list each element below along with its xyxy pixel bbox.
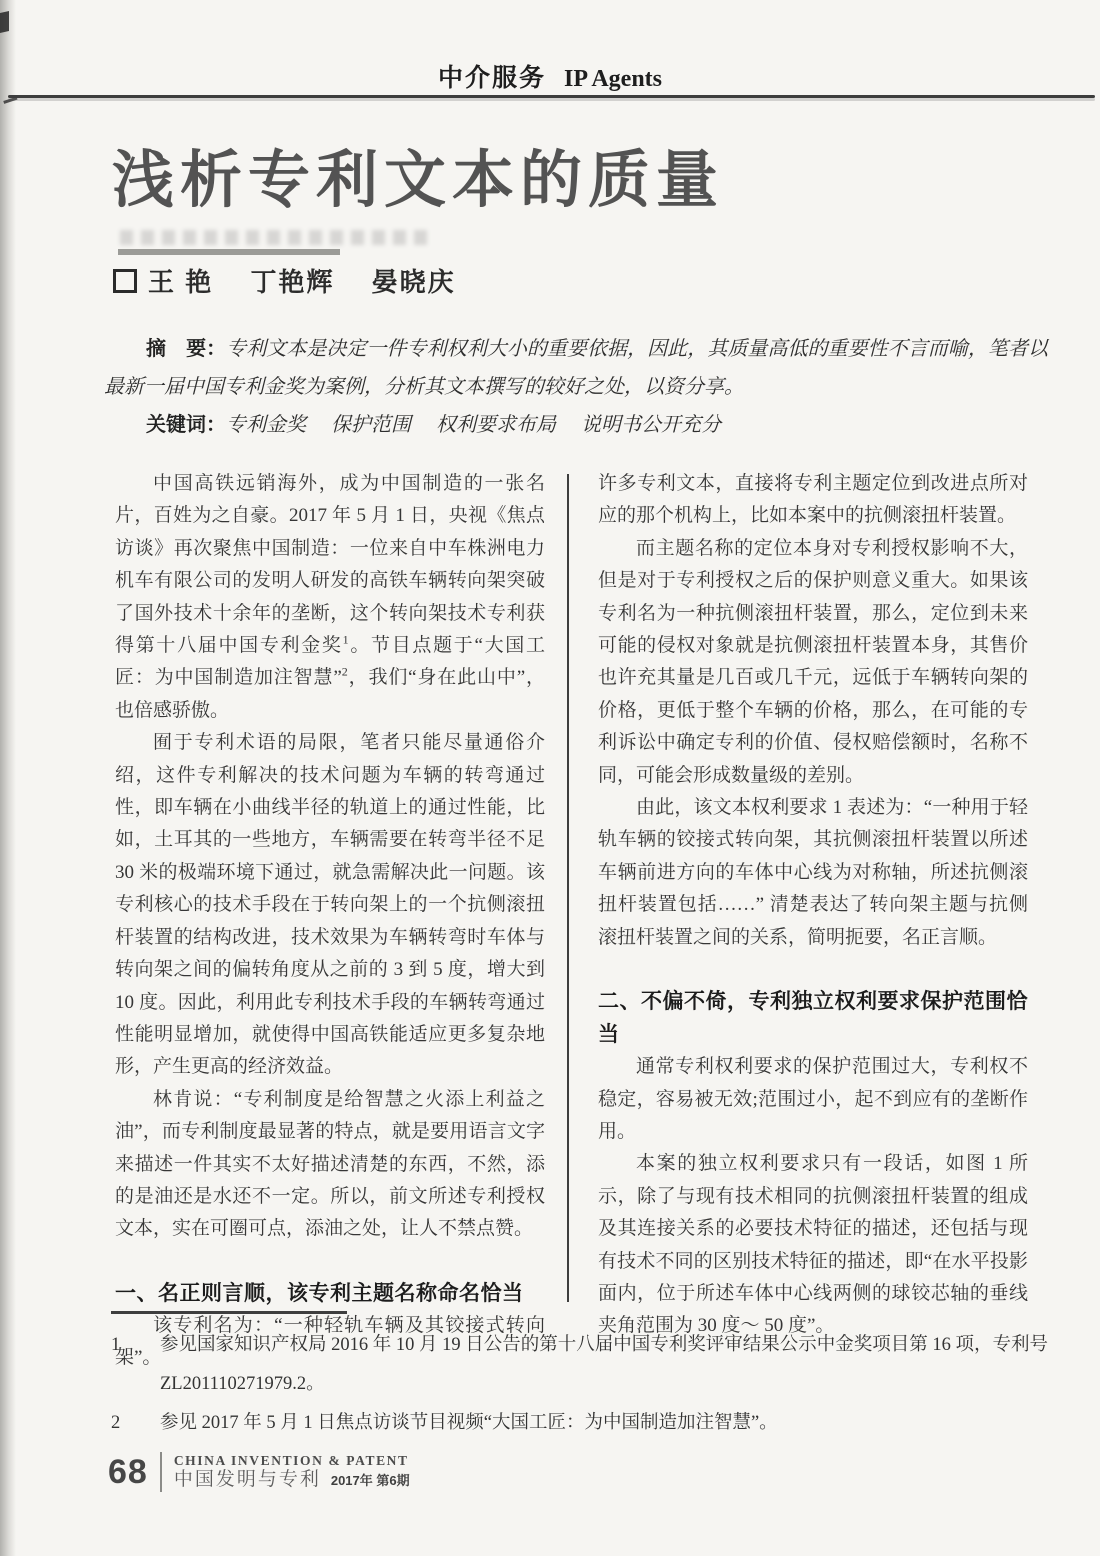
- page-header: [0, 58, 1100, 94]
- scan-edge-artifact: [0, 0, 16, 1556]
- author-marker-icon: [113, 269, 137, 293]
- keywords-text: 专利金奖 保护范围 权利要求布局 说明书公开充分: [226, 414, 721, 436]
- footnote-rule: [111, 1311, 347, 1314]
- paragraph: 许多专利文本，直接将专利主题定位到改进点所对应的那个机构上，比如本案中的抗侧滚扭杆装置。: [598, 473, 1028, 527]
- footnote-text: 参见 2017 年 5 月 1 日焦点访谈节目视频“大国工匠：为中国制造加注智慧”。: [160, 1413, 778, 1433]
- body-column-right: [598, 468, 1028, 1343]
- section-name-cn: 中介服务: [437, 64, 546, 92]
- keywords-label: 关键词：: [146, 414, 226, 436]
- paragraph: 囿于专利术语的局限，笔者只能尽量通俗介绍，这件专利解决的技术问题为车辆的转弯通过性，即车辆在小曲线半径的轨道上的通过性能，比如，土耳其的一些地方，车辆需要在转弯半径不足 30 米的极端环境下通过，就急需解决此一问题。该专利核心的技术手段在于转向架上的一个抗侧滚扭杆装置的结构改进，技术效果为车辆转弯时车体与转向架之间的偏转角度从之前的 3 到 5 度，增大到 10 度。因此，利用此专利技术手段的车辆转弯通过性能明显增加，就使得中国高铁能适应更多复杂地形，产生更高的经济效益。: [115, 732, 545, 1078]
- journal-name-cn: 中国发明与专利: [173, 1468, 321, 1490]
- column-divider: [567, 474, 569, 1302]
- footnote-ref-1: 1: [342, 632, 349, 647]
- paragraph-text: ，我们“身在此山中”，也倍感骄傲。: [115, 667, 545, 721]
- abstract-block: [104, 330, 1048, 444]
- print-bleed-ghost: [120, 230, 430, 245]
- paragraph: [115, 468, 545, 727]
- paragraph: 林肯说：“专利制度是给智慧之火添上利益之油”，而专利制度最显著的特点，就是要用语言文字来描述一件其实不太好描述清楚的东西，不然，添的是油还是水还不一定。所以，前文所述专利授权文本，实在可圈可点，添油之处，让人不禁点赞。: [115, 1088, 545, 1240]
- footnote-number: 2: [111, 1413, 121, 1433]
- footnote-2: [111, 1404, 1053, 1443]
- paragraph: 由此，该文本权利要求 1 表述为：“一种用于轻轨车辆的铰接式转向架，其抗侧滚扭杆装置以所述车辆前进方向的车体中心线为对称轴，所述抗侧滚扭杆装置包括……” 清楚表达了转向架主题与抗侧滚扭杆装置之间的关系，简明扼要，名正言顺。: [598, 797, 1028, 948]
- section-name-en: IP Agents: [564, 66, 663, 92]
- footnote-text-line: 参见国家知识产权局 2016 年 10 月 19 日公告的第十八届中国专利奖评审结果公示中金奖项目第 16 项，专利号: [160, 1335, 1049, 1355]
- header-rule: [8, 95, 1095, 98]
- footnote-number: 1: [111, 1335, 121, 1355]
- footnote-1: [111, 1326, 1053, 1404]
- paragraph: 本案的独立权利要求只有一段话，如图 1 所示，除了与现有技术相同的抗侧滚扭杆装置的组成及其连接关系的必要技术特征的描述，还包括与现有技术不同的区别技术特征的描述，即“在水平投影面内，位于所述车体中心线两侧的球铰芯轴的垂线夹角范围为 30 度～ 50 度”。: [598, 1153, 1028, 1337]
- footer-divider-bar: [160, 1452, 162, 1492]
- author-divider-bar: [118, 249, 340, 255]
- section-heading-2: 二、不偏不倚，专利独立权利要求保护范围恰当: [598, 990, 1028, 1047]
- page-number: 68: [108, 1452, 148, 1491]
- abstract-label: 摘 要：: [146, 338, 227, 360]
- journal-name-en: CHINA INVENTION & PATENT: [173, 1453, 409, 1469]
- section-heading-1: 一、名正则言顺，该专利主题名称命名恰当: [115, 1281, 524, 1305]
- paragraph: 该专利名为：“一种轻轨车辆及其铰接式转向架”。: [115, 1314, 545, 1369]
- body-column-left: [115, 468, 545, 1375]
- paragraph-text: 。节目点题于“大国工匠：为中国制造加注智慧”: [115, 635, 545, 689]
- keywords-line: [104, 406, 1048, 444]
- journal-identity: [174, 1453, 410, 1490]
- paragraph: 通常专利权利要求的保护范围过大，专利权不稳定，容易被无效;范围过小，起不到应有的垄断作用。: [598, 1056, 1028, 1142]
- footnotes-block: [111, 1326, 1053, 1443]
- abstract-text: 专利文本是决定一件专利权利大小的重要依据，因此，其质量高低的重要性不言而喻，笔者以最新一届中国专利金奖为案例，分析其文本撰写的较好之处，以资分享。: [104, 338, 1049, 398]
- footnote-text: [160, 1326, 1053, 1404]
- footnote-ref-2: 2: [341, 665, 348, 680]
- page-footer: [108, 1452, 410, 1492]
- author-line: [113, 262, 456, 299]
- author-names: 王 艳 丁艳辉 晏晓庆: [148, 267, 456, 297]
- journal-issue: 2017年 第6期: [330, 1472, 410, 1488]
- footnote-text-line: ZL201110271979.2。: [160, 1374, 325, 1394]
- paragraph-text: 中国高铁远销海外，成为中国制造的一张名片，百姓为之自豪。2017 年 5 月 1 日，央视《焦点访谈》再次聚焦中国制造：一位来自中车株洲电力机车有限公司的发明人研发的高铁车辆转向架突破了国外技术十余年的垄断，这个转向架技术专利获得第十八届中国专利金奖: [115, 473, 545, 657]
- abstract-paragraph: [104, 330, 1048, 406]
- paragraph: 而主题名称的定位本身对专利授权影响不大，但是对于专利授权之后的保护则意义重大。如果该专利名为一种抗侧滚扭杆装置，那么，定位到未来可能的侵权对象就是抗侧滚扭杆装置本身，其售价也许充其量是几百或几千元，远低于车辆转向架的价格，更低于整个车辆的价格，那么，在可能的专利诉讼中确定专利的价值、侵权赔偿额时，名称不同，可能会形成数量级的差别。: [598, 537, 1028, 786]
- article-title: 浅析专利文本的质量: [112, 147, 725, 215]
- scan-corner-mark: [0, 11, 9, 33]
